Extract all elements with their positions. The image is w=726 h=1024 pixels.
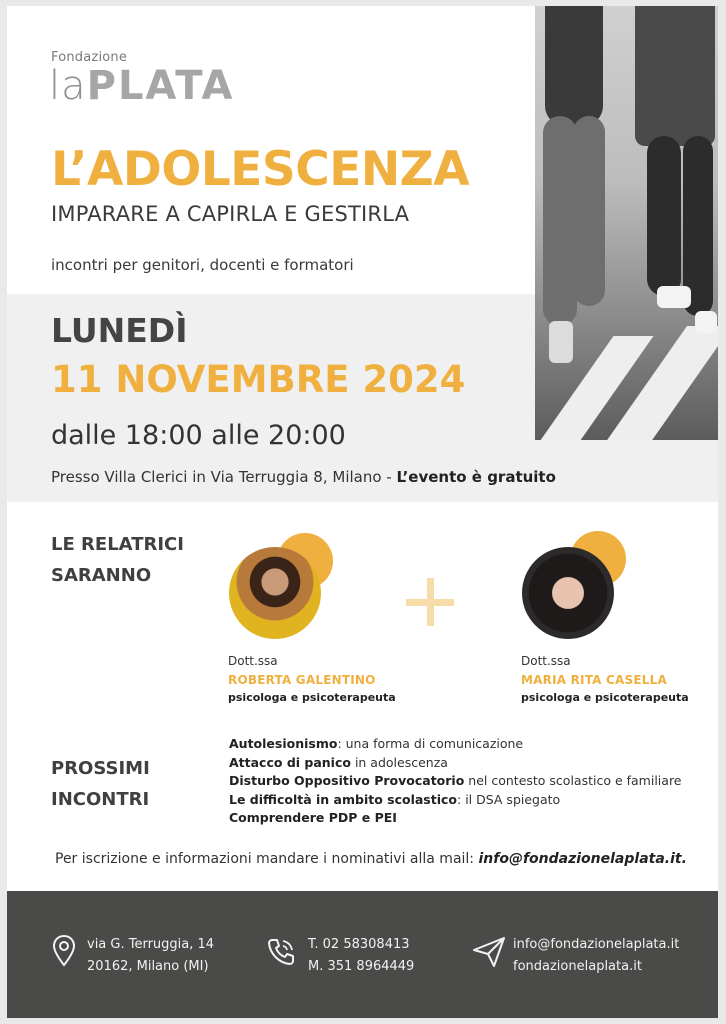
topic-bold: Attacco di panico bbox=[229, 754, 351, 770]
speaker-1-avatar bbox=[229, 547, 321, 639]
speaker-1-title: Dott.ssa bbox=[228, 654, 278, 668]
logo-plata: PLATA bbox=[86, 63, 235, 109]
event-venue bbox=[51, 468, 556, 486]
event-audience: incontri per genitori, docenti e formatori bbox=[51, 256, 354, 274]
plus-icon bbox=[406, 578, 454, 626]
next-meetings-heading-line1: PROSSIMI bbox=[51, 758, 150, 779]
next-meetings-heading bbox=[51, 753, 150, 815]
topic-bold: Disturbo Oppositivo Provocatorio bbox=[229, 773, 465, 788]
speakers-heading bbox=[51, 529, 184, 591]
topic-rest: in adolescenza bbox=[350, 754, 448, 770]
speaker-2-role: psicologa e psicoterapeuta bbox=[521, 691, 689, 704]
topic-bold: Le difficoltà in ambito scolastico bbox=[229, 791, 458, 807]
footer-address bbox=[87, 934, 214, 978]
free-entry: L’evento è gratuito bbox=[396, 468, 556, 486]
topic-item bbox=[229, 735, 682, 754]
phone-landline[interactable]: T. 02 58308413 bbox=[308, 937, 410, 952]
logo-laplata bbox=[49, 64, 234, 108]
footer-phones bbox=[308, 934, 414, 978]
speaker-1-name: ROBERTA GALENTINO bbox=[228, 673, 376, 687]
event-time: dalle 18:00 alle 20:00 bbox=[51, 420, 346, 451]
speakers-heading-line2: SARANNO bbox=[51, 565, 152, 586]
location-pin-icon bbox=[52, 934, 76, 968]
topic-item bbox=[229, 772, 682, 791]
topic-rest: nel contesto scolastico e familiare bbox=[464, 773, 682, 788]
topic-item bbox=[229, 809, 682, 828]
topic-item bbox=[229, 754, 682, 773]
send-icon bbox=[472, 936, 506, 968]
topic-bold: Autolesionismo bbox=[229, 736, 338, 751]
speaker-2-avatar-wrap bbox=[520, 529, 630, 629]
topic-bold: Comprendere PDP e PEI bbox=[229, 810, 397, 825]
registration-info bbox=[55, 851, 687, 867]
topic-rest: : il DSA spiegato bbox=[457, 791, 561, 807]
logo-la: la bbox=[49, 63, 87, 109]
speaker-2-title: Dott.ssa bbox=[521, 654, 571, 668]
speaker-1-role: psicologa e psicoterapeuta bbox=[228, 691, 396, 704]
topics-list bbox=[229, 735, 682, 828]
registration-text: Per iscrizione e informazioni mandare i nominativi alla mail: bbox=[55, 851, 479, 867]
address-line-2: 20162, Milano (MI) bbox=[87, 959, 209, 974]
logo-fondazione: Fondazione bbox=[51, 50, 128, 65]
event-date: 11 NOVEMBRE 2024 bbox=[51, 358, 466, 401]
phone-icon bbox=[265, 936, 297, 968]
event-title: L’ADOLESCENZA bbox=[51, 142, 470, 197]
walking-teens-photo bbox=[535, 6, 718, 440]
flyer-page bbox=[7, 6, 718, 1018]
footer-website-link[interactable]: fondazionelaplata.it bbox=[513, 959, 642, 974]
speaker-1-avatar-wrap bbox=[227, 531, 337, 631]
footer-web bbox=[513, 934, 679, 978]
speaker-2-name: MARIA RITA CASELLA bbox=[521, 673, 667, 687]
next-meetings-heading-line2: INCONTRI bbox=[51, 789, 150, 810]
phone-mobile[interactable]: M. 351 8964449 bbox=[308, 959, 415, 974]
speakers-heading-line1: LE RELATRICI bbox=[51, 534, 184, 555]
registration-email-link[interactable]: info@fondazionelaplata.it. bbox=[478, 851, 687, 867]
event-subtitle: IMPARARE A CAPIRLA E GESTIRLA bbox=[51, 202, 410, 226]
address-line-1: via G. Terruggia, 14 bbox=[87, 937, 215, 952]
footer bbox=[7, 891, 718, 1018]
footer-email-link[interactable]: info@fondazionelaplata.it bbox=[513, 937, 680, 952]
event-day: LUNEDÌ bbox=[51, 311, 188, 350]
topic-rest: : una forma di comunicazione bbox=[337, 736, 524, 751]
venue-address: Presso Villa Clerici in Via Terruggia 8, Milano - bbox=[51, 468, 397, 486]
speaker-2-avatar bbox=[522, 547, 614, 639]
topic-item bbox=[229, 791, 682, 810]
